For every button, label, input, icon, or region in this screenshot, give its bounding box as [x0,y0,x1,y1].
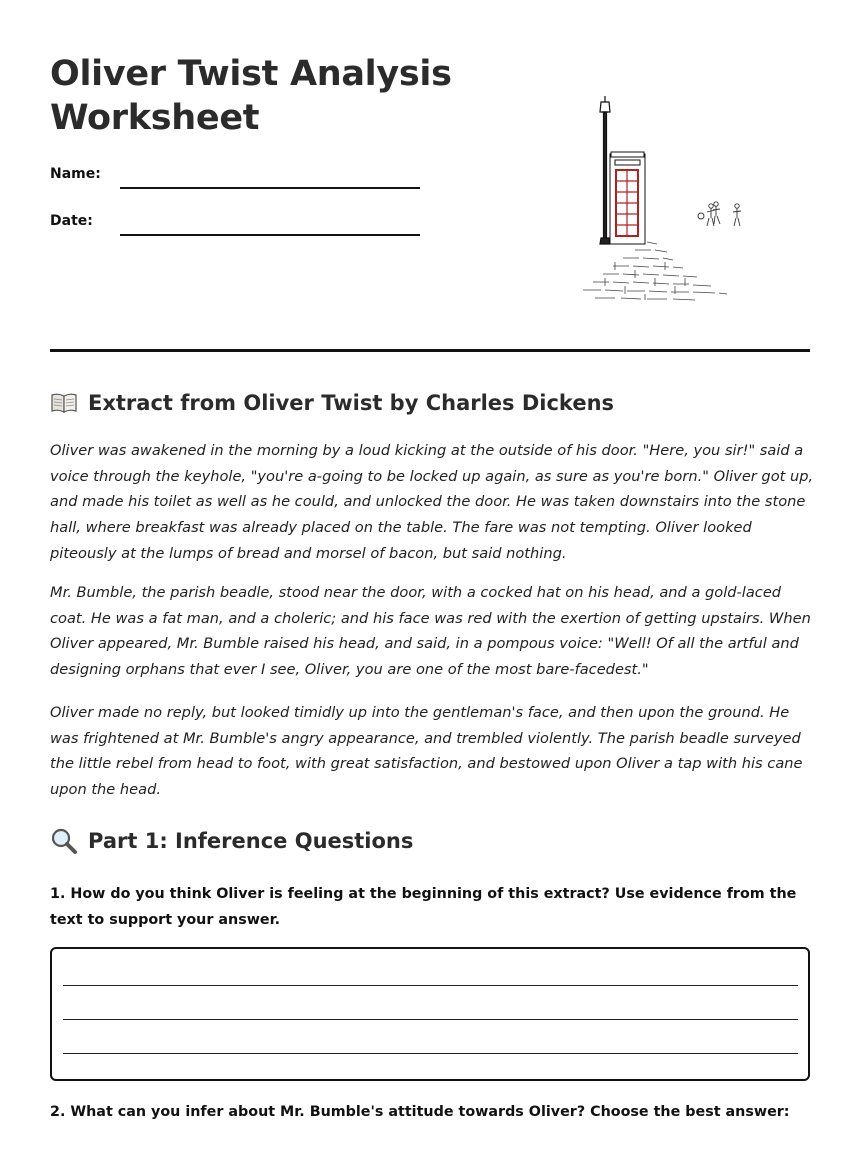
answer-line[interactable] [63,1019,798,1020]
open-book-icon [50,390,78,416]
answer-box-question-1[interactable] [50,947,810,1081]
question-2: 2. What can you infer about Mr. Bumble's attitude towards Oliver? Choose the best answer: [50,1104,790,1120]
extract-paragraph-3: Oliver made no reply, but looked timidly up into the gentleman's face, and then upon the ground. He was frightened at Mr. Bumble's angry appearance, and trembled violently. The parish beadle surveyed the little rebel from head to foot, with great satisfaction, and bestowed upon Oliver a tap with his cane upon the head. [50,704,803,799]
date-field[interactable] [120,234,420,236]
extract-heading-text: Extract from Oliver Twist by Charles Dickens [88,391,615,415]
date-label: Date: [50,213,93,229]
answer-line[interactable] [63,1053,798,1054]
street-illustration [575,92,745,307]
phone-box-icon [610,152,645,244]
title-line-2: Worksheet [50,98,260,138]
children-icon [698,202,741,226]
lamp-post-icon [600,96,610,244]
extract-paragraph-1: Oliver was awakened in the morning by a loud kicking at the outside of his door. "Here, you sir!" said a voice through the keyhole, "you're a-going to be locked up again, as sure as you're born." Oliver got up, and made his toilet as well as he could, and unlocked the door. He was taken downstairs into the stone hall, where breakfast was already placed on the table. The fare was not tempting. Oliver looked piteously at the lumps of bread and morsel of bacon, but said nothing. [50,442,814,562]
name-label: Name: [50,166,101,182]
name-field[interactable] [120,187,420,189]
magnifying-glass-icon [50,828,78,854]
cobblestone-path-icon [583,242,727,300]
question-1: 1. How do you think Oliver is feeling at the beginning of this extract? Use evidence from the text to support your answer. [50,886,797,928]
answer-line[interactable] [63,985,798,986]
extract-heading [50,390,614,416]
part1-heading-text: Part 1: Inference Questions [88,829,414,853]
header-divider [50,349,810,352]
title-line-1: Oliver Twist Analysis [50,54,452,94]
extract-paragraph-2: Mr. Bumble, the parish beadle, stood near the door, with a cocked hat on his head, and a gold-laced coat. He was a fat man, and a choleric; and his face was red with the exertion of getting upstairs. When Oliver appeared, Mr. Bumble raised his head, and said, in a pompous voice: "Well! Of all the artful and designing orphans that ever I see, Oliver, you are one of the most bare-facedest." [50,584,811,679]
part1-heading [50,828,413,854]
worksheet-title [50,52,510,140]
